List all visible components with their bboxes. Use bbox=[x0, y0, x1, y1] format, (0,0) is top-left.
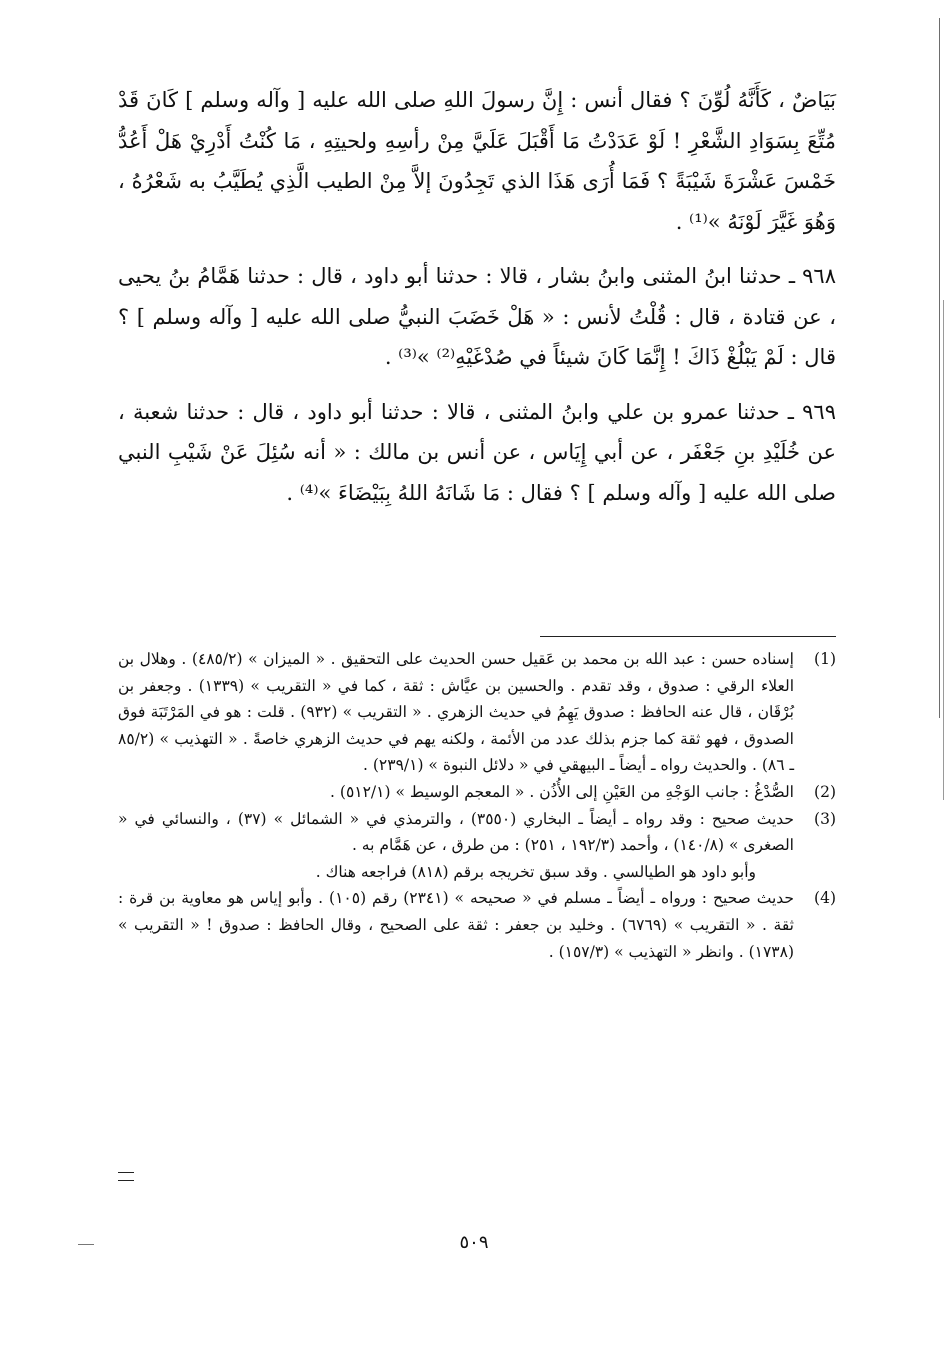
margin-dash bbox=[78, 1244, 94, 1245]
page-number: ٥٠٩ bbox=[459, 1232, 489, 1253]
footnote-separator bbox=[540, 636, 836, 637]
footnote-number: (1) bbox=[814, 650, 836, 668]
main-text bbox=[118, 80, 836, 513]
hadith-968: ٩٦٨ ـ حدثنا ابنُ المثنى وابنُ بشار ، قالا : حدثنا أبو داود ، قال : حدثنا هَمَّامُ بنُ يحيى ، عن قتادة ، قال : قُلْتُ لأنس : « هَلْ خَضَبَ النبيُّ صلى الله عليه [ وآله وسلم ] ؟ قال : لَمْ يَبْلُغْ ذَاكَ ! إِنَّمَا كَانَ شيئاً في صُدْغَيْهِ⁽²⁾ »⁽³⁾ . bbox=[118, 264, 836, 369]
footnote-text bbox=[118, 779, 794, 806]
footnote-text bbox=[118, 806, 794, 886]
footnote-line: إسناده حسن : عبد الله بن محمد بن عَقيل حسن الحديث على التحقيق . « الميزان » (٤٨٥/٢) . وهلال بن العلاء الرقي : صدوق ، وقد تقدم . والحسين بن عيَّاش : ثقة ، كما في « التقريب » (١٣٣٩) . وجعفر بن بُرْقَان ، قال عنه الحافظ : صدوق يَهِمُ في حديث الزهري . « التقريب » (٩٣٢) . قلت : هو في المَرْتَبَة فوق الصدوق ، فهو ثقة كما جزم بذلك عدد من الأئمة ، ولكنه يهم في حديث الزهري خاصةً . « التهذيب » (٨٥/٢ ـ ٨٦) . والحديث رواه ـ أيضاً ـ البيهقي في « دلائل النبوة » (٢٣٩/١) . bbox=[118, 650, 794, 775]
footnote-number: (4) bbox=[814, 889, 836, 908]
footnote-1 bbox=[118, 646, 836, 779]
footnote-text bbox=[118, 646, 794, 779]
paragraph-continuation: بَيَاضٌ ، كَأَنَّهُ لُوِّنَ ؟ فقال أنس : إِنَّ رسولَ اللهِ صلى الله عليه [ وآله وسلم ] كَانَ قَدْ مُتِّعَ بِسَوَادِ الشَّعْرِ ! لَوْ عَدَدْتُ مَا أَقْبَلَ عَلَيَّ مِنْ رأسِهِ ولحيتِهِ ، مَا كُنْتُ أَدْرِيْ هَلْ أَعُدُّ خَمْسَ عَشْرَةَ شَيْبَةً ؟ فَمَا أُرَى هَذَا الذي تَجِدُونَ إلاَّ مِنْ الطيب الَّذِي يُطَيَّبُ به شَعْرُهُ ، وَهُوَ غَيَّرَ لَوْنَهُ »⁽¹⁾ . bbox=[118, 88, 836, 234]
footnote-text bbox=[118, 885, 794, 965]
scan-edge-line-inner bbox=[943, 300, 944, 800]
footnote-4 bbox=[118, 885, 836, 965]
footnote-number: (3) bbox=[814, 809, 836, 828]
hadith-969: ٩٦٩ ـ حدثنا عمرو بن علي وابنُ المثنى ، قالا : حدثنا أبو داود ، قال : حدثنا شعبة ، عن خُلَيْدِ بنِ جَعْفَر ، عن أبي إِيَاس ، عن أنس بن مالك : « أنه سُئِلَ عَنْ شَيْبِ النبي صلى الله عليه [ وآله وسلم ] ؟ فقال : مَا شَانَهُ اللهُ بِبَيْضَاءَ »⁽⁴⁾ . bbox=[118, 399, 836, 505]
footnote-line: حديث صحيح : ورواه ـ أيضاً ـ مسلم في « صحيحه » (٢٣٤١) رقم (١٠٥) . وأبو إياس هو معاوية بن قرة : ثقة . « التقريب » (٦٧٦٩) . وخليد بن جعفر : ثقة على الصحيح ، وقال الحافظ : صدوق ! « التقريب » (١٧٣٨) . وانظر « التهذيب » (١٥٧/٣) . bbox=[118, 889, 794, 961]
scan-edge-line bbox=[939, 18, 940, 718]
footnote-3 bbox=[118, 806, 836, 886]
footnote-line: الصُّدْغُ : جانب الوَجْهِ من العَيْنِ إلى الأُذُن . « المعجم الوسيط » (٥١٢/١) . bbox=[330, 782, 794, 801]
footnote-number: (2) bbox=[814, 782, 836, 801]
footnote-line: حديث صحيح : وقد رواه ـ أيضاً ـ البخاري (٣٥٥٠) ، والترمذي في « الشمائل » (٣٧) ، والنسائي في « الصغرى » (١٤٠/٨) ، وأحمد (١٩٢/٣ ، ٢٥١) : من طرق ، عن هَمَّام به . bbox=[118, 809, 794, 855]
footnotes bbox=[118, 646, 836, 965]
footnote-line: وأبو داود هو الطيالسي . وقد سبق تخريجه برقم (٨١٨) فراجعه هناك . bbox=[315, 862, 756, 881]
continuation-mark bbox=[118, 1172, 134, 1181]
footnote-2 bbox=[118, 779, 836, 806]
